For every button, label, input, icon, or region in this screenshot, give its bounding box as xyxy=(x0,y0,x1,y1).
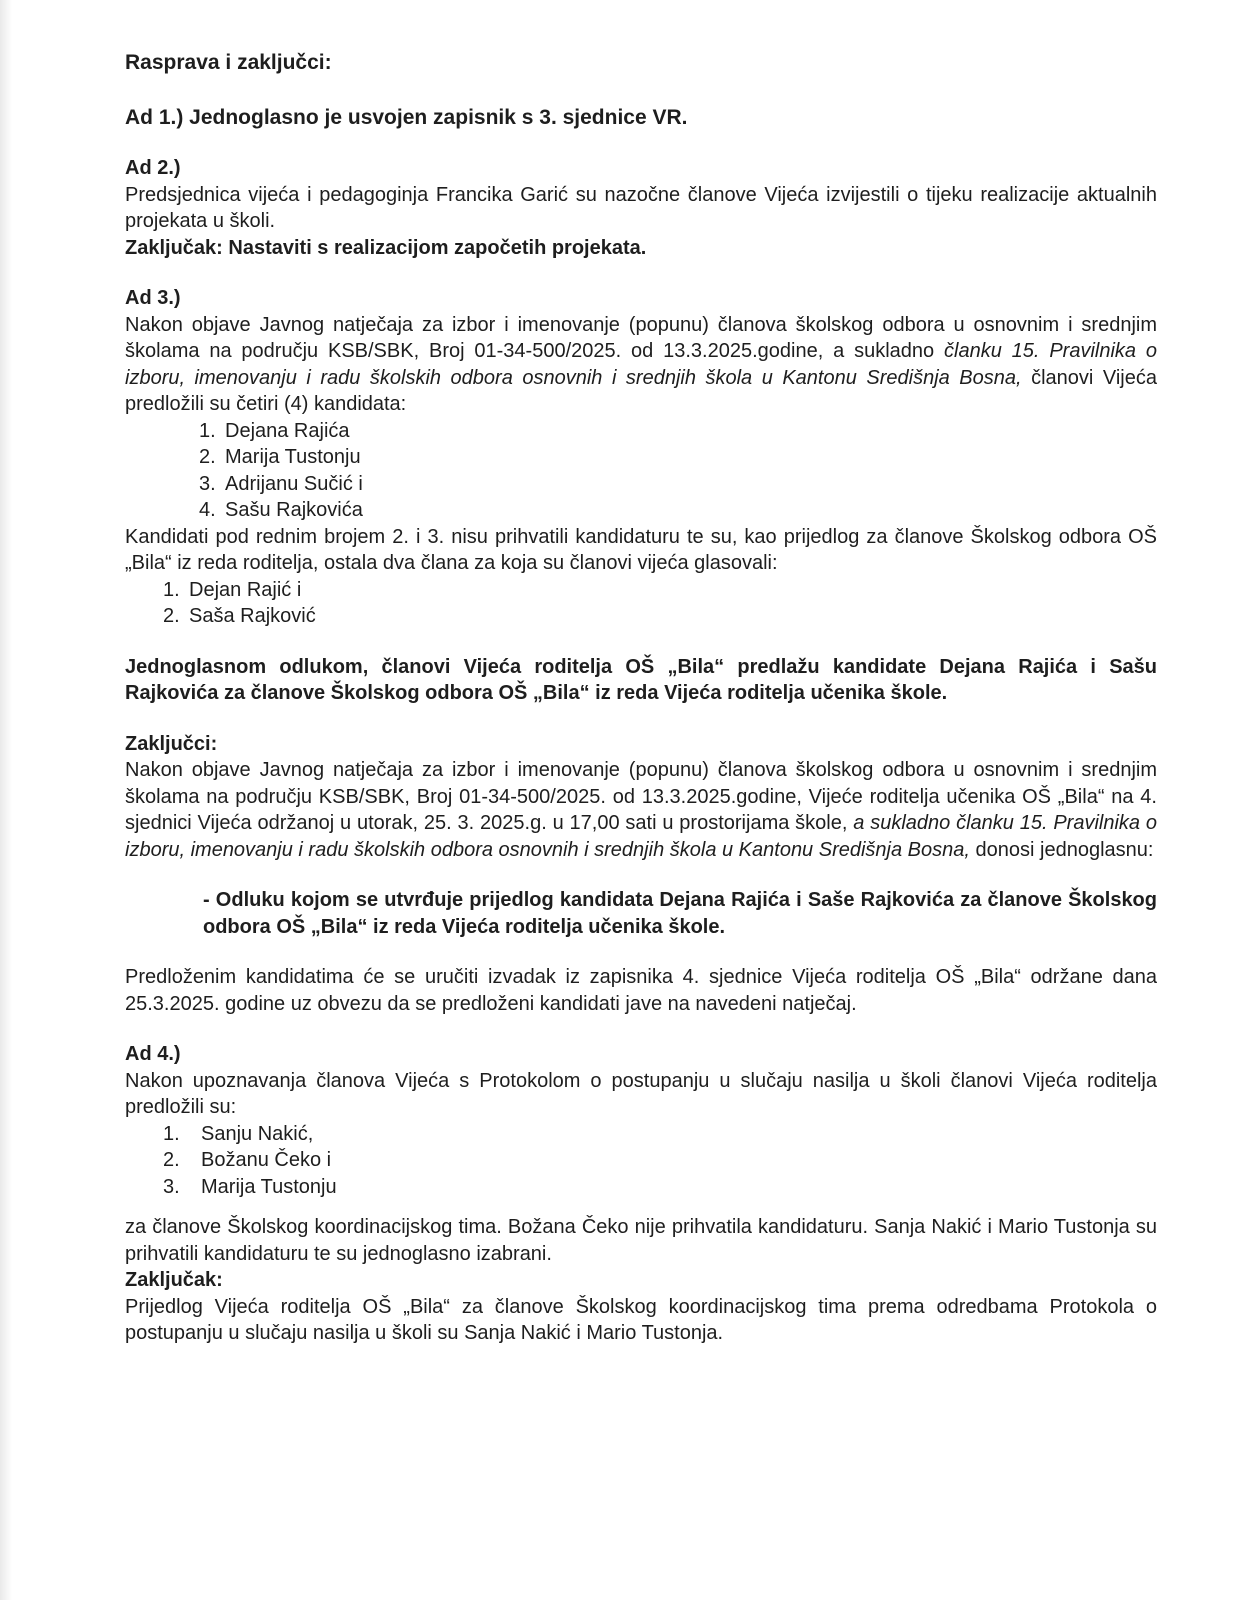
list-item: 1. Dejan Rajić i xyxy=(163,578,302,601)
spacer xyxy=(125,940,1157,964)
candidate-list xyxy=(125,418,1157,524)
spacer xyxy=(125,1200,1157,1214)
list-item: 2. Saša Rajković xyxy=(163,605,316,627)
voted-list xyxy=(125,577,1157,630)
ad2-body: Predsjednica vijeća i pedagoginja Francika Garić su nazočne članove Vijeća izvijestili o tijeku realizacije aktualnih projekata u školi. xyxy=(125,183,1157,232)
ad3-conclusions-title: Zaključci: xyxy=(125,732,218,755)
ad3-extract-note: Predloženim kandidatima će se uručiti izvadak iz zapisnika 4. sjednice Vijeća roditelja OŠ „Bila“ održane dana 25.3.2025. godine uz obvezu da se predloženi kandidati jave na navedeni natječaj. xyxy=(125,966,1157,1015)
ad3-title: Ad 3.) xyxy=(125,287,181,309)
spacer xyxy=(125,707,1157,731)
list-item: 2. Božanu Čeko i xyxy=(163,1149,332,1171)
list-item: 1. Dejana Rajića xyxy=(199,419,350,442)
ad4-after-members: za članove Školskog koordinacijskog tima. Božana Čeko nije prihvatila kandidaturu. Sanja Nakić i Mario Tustonja su prihvatili kandidaturu te su jednoglasno izabrani. xyxy=(125,1216,1157,1265)
ad3-conclusions-italic: a sukladno članku 15. Pravilnika o izboru, imenovanju i radu školskih odbora osnovnih i srednjih škola u Kantonu Središnja Bosna, xyxy=(125,812,1157,861)
spacer xyxy=(125,863,1157,887)
ad3-intro xyxy=(125,312,1157,418)
ad3-intro-italic: članku 15. Pravilnika o izboru, imenovanju i radu školskih odbora osnovnih i srednjih škola u Kantonu Središnja Bosna, xyxy=(125,340,1157,389)
ad1-text: Ad 1.) Jednoglasno je usvojen zapisnik s 3. sjednice VR. xyxy=(125,105,688,129)
document-content xyxy=(125,50,1157,1347)
list-item: 4. Sašu Rajkovića xyxy=(199,499,363,521)
ad3-decision: - Odluku kojom se utvrđuje prijedlog kandidata Dejana Rajića i Saše Rajkovića za članove Školskog odbora OŠ „Bila“ iz reda Vijeća roditelja učenika škole. xyxy=(203,889,1157,938)
list-item: 2. Marija Tustonju xyxy=(199,446,361,468)
ad3-conclusions-a: Nakon objave Javnog natječaja za izbor i imenovanje (popunu) članova školskog odbora u osnovnim i srednjim školama na području KSB/SBK, Broj 01-34-500/2025. od 13.3.2025.godine, Vijeće roditelja učenika OŠ „Bila“ na 4. sjednici Vijeća održanoj u utorak, 25. 3. 2025.g. u 17,00 sati u prostorijama škole, xyxy=(125,759,1157,834)
ad4-conclusion: Prijedlog Vijeća roditelja OŠ „Bila“ za članove Školskog koordinacijskog tima prema odredbama Protokola o postupanju u slučaju nasilja u školi su Sanja Nakić i Mario Tustonja. xyxy=(125,1295,1157,1344)
ad3-conclusions xyxy=(125,757,1157,863)
list-item: 1. Sanju Nakić, xyxy=(163,1122,314,1145)
spacer xyxy=(125,261,1157,285)
spacer xyxy=(125,630,1157,654)
ad2-conclusion: Zaključak: Nastaviti s realizacijom započetih projekata. xyxy=(125,236,647,259)
ad3-intro-b: članovi Vijeća predložili su četiri (4) kandidata: xyxy=(125,366,1157,415)
ad4-intro: Nakon upoznavanja članova Vijeća s Protokolom o postupanju u slučaju nasilja u školi članovi Vijeća roditelja predložili su: xyxy=(125,1069,1157,1118)
list-item: 3. Adrijanu Sučić i xyxy=(199,472,363,495)
ad3-unanimous-decision: Jednoglasnom odlukom, članovi Vijeća roditelja OŠ „Bila“ predlažu kandidate Dejana Rajića i Sašu Rajkovića za članove Školskog odbora OŠ „Bila“ iz reda Vijeća roditelja učenika škole. xyxy=(125,655,1157,704)
list-item: 3. Marija Tustonju xyxy=(163,1175,337,1198)
ad3-after-candidates: Kandidati pod rednim brojem 2. i 3. nisu prihvatili kandidaturu te su, kao prijedlog za članove Školskog odbora OŠ „Bila“ iz reda roditelja, ostala dva člana za koja su članovi vijeća glasovali: xyxy=(125,525,1157,574)
page-shadow-edge xyxy=(0,0,12,1600)
ad3-intro-a: Nakon objave Javnog natječaja za izbor i imenovanje (popunu) članova školskog odbora u osnovnim i srednjim školama na području KSB/SBK, Broj 01-34-500/2025. od 13.3.2025.godine, a sukladno xyxy=(125,313,1157,362)
spacer xyxy=(125,1017,1157,1041)
ad4-title: Ad 4.) xyxy=(125,1043,181,1065)
ad4-conclusion-title: Zaključak: xyxy=(125,1269,223,1291)
section-heading: Rasprava i zaključci: xyxy=(125,51,332,74)
ad2-title: Ad 2.) xyxy=(125,157,181,179)
ad3-conclusions-b: donosi jednoglasnu: xyxy=(975,838,1154,861)
coordination-team-list xyxy=(125,1121,1157,1201)
